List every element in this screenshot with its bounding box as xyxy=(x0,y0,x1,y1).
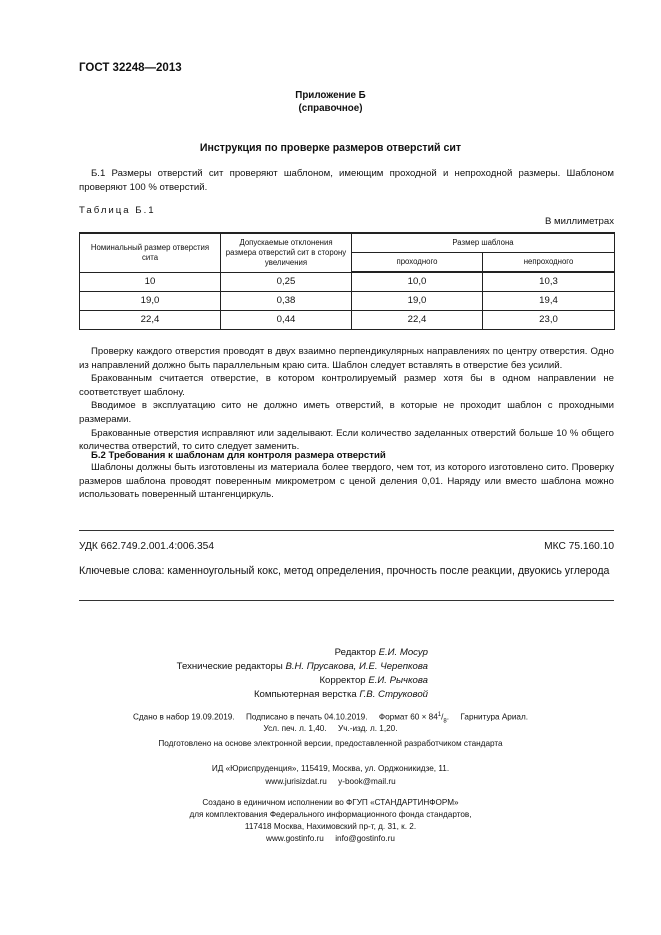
cell-tolerance: 0,38 xyxy=(221,291,352,310)
cell-go: 10,0 xyxy=(352,272,483,291)
credit-corrector: Корректор Е.И. Рычкова xyxy=(319,675,428,686)
keywords: Ключевые слова: каменноугольный кокс, метод определения, прочность после реакции, двуокись углерода xyxy=(79,565,610,577)
paragraph: Вводимое в эксплуатацию сито не должно иметь отверстий, в которые не проходит шаблон с проходными размерами. xyxy=(79,400,614,425)
cell-tolerance: 0,44 xyxy=(221,310,352,329)
sieve-table xyxy=(79,232,615,330)
appendix-subtitle: (справочное) xyxy=(298,103,363,114)
body-text xyxy=(79,345,614,454)
col-go: проходного xyxy=(352,252,483,272)
paragraph: Проверку каждого отверстия проводят в двух взаимно перпендикулярных направлениях по центру отверстия. Одно из направлений должно быть параллельным краю сита. Шаблон следует вставлять в отверстие без усилий. xyxy=(79,346,614,371)
made-line-2: для комплектования Федерального информационного фонда стандартов, xyxy=(189,810,472,819)
cell-nominal: 10 xyxy=(80,272,221,291)
imprint-line-2: Усл. печ. л. 1,40. Уч.-изд. л. 1,20. xyxy=(263,724,398,733)
cell-tolerance: 0,25 xyxy=(221,272,352,291)
table-row xyxy=(80,310,615,329)
made-line-3: 117418 Москва, Нахимовский пр-т, д. 31, к. 2. xyxy=(244,822,417,831)
credit-tech-editors: Технические редакторы В.Н. Прусакова, И.Е. Черепкова xyxy=(176,661,428,672)
mks-code: МКС 75.160.10 xyxy=(544,541,614,552)
appendix-title: Приложение Б xyxy=(295,90,366,101)
section-title: Инструкция по проверке размеров отверстий сит xyxy=(199,142,462,154)
cell-nogo: 19,4 xyxy=(483,291,615,310)
col-nominal-size: Номинальный размер отверстия сита xyxy=(80,233,221,272)
b2-title: Б.2 Требования к шаблонам для контроля размера отверстий xyxy=(91,450,386,461)
credit-editor: Редактор Е.И. Мосур xyxy=(334,647,428,658)
col-tolerance: Допускаемые отклонения размера отверстий сит в сторону увеличения xyxy=(221,233,352,272)
cell-go: 19,0 xyxy=(352,291,483,310)
made-line-4: www.gostinfo.ru info@gostinfo.ru xyxy=(266,834,395,843)
credits xyxy=(150,646,428,702)
cell-nogo: 10,3 xyxy=(483,272,615,291)
cell-nogo: 23,0 xyxy=(483,310,615,329)
divider xyxy=(79,600,614,601)
paragraph-b1: Б.1 Размеры отверстий сит проверяют шаблоном, имеющим проходной и непроходной размеры. Шаблоном проверяют 100 % отверстий. xyxy=(79,168,614,193)
publisher-line-1: ИД «Юриспруденция», 115419, Москва, ул. Орджоникидзе, 11. xyxy=(211,764,450,773)
udk-code: УДК 662.749.2.001.4:006.354 xyxy=(79,541,214,552)
paragraph: Бракованные отверстия исправляют или заделывают. Если количество заделанных отверстий больше 10 % общего количества отверстий, то сито следует заменить. xyxy=(79,427,614,453)
made-line-1: Создано в единичном исполнении во ФГУП «СТАНДАРТИНФОРМ» xyxy=(202,798,459,807)
publisher-line-2: www.jurisizdat.ru y-book@mail.ru xyxy=(265,777,396,786)
imprint-line-3: Подготовлено на основе электронной версии, предоставленной разработчиком стандарта xyxy=(158,739,503,748)
b2-text: Шаблоны должны быть изготовлены из материала более твердого, чем тот, из которого изготовлено сито. Проверку размеров шаблона проводят поверенным микрометром с ценой деления 0,01. Наряду или вместо шаблона можно использовать поверенный штангенциркуль. xyxy=(79,462,614,501)
cell-go: 22,4 xyxy=(352,310,483,329)
credit-layout: Компьютерная верстка Г.В. Струковой xyxy=(253,689,428,700)
cell-nominal: 19,0 xyxy=(80,291,221,310)
document-header: ГОСТ 32248—2013 xyxy=(79,62,182,74)
divider xyxy=(79,530,614,531)
col-group-template-size: Размер шаблона xyxy=(352,233,615,252)
table-row xyxy=(80,272,615,291)
table-row xyxy=(80,291,615,310)
table-caption: Таблица Б.1 xyxy=(79,205,156,216)
imprint-line-1: Сдано в набор 19.09.2019. Подписано в печать 04.10.2019. Формат $60 \times 84^1/_8$. Гарнитура Ариал. xyxy=(132,712,529,725)
col-nogo: непроходного xyxy=(483,252,615,272)
cell-nominal: 22,4 xyxy=(80,310,221,329)
paragraph: Бракованным считается отверстие, в котором контролируемый размер хотя бы в одном направлении не соответствует шаблону. xyxy=(79,373,614,398)
table-units: В миллиметрах xyxy=(544,216,614,227)
